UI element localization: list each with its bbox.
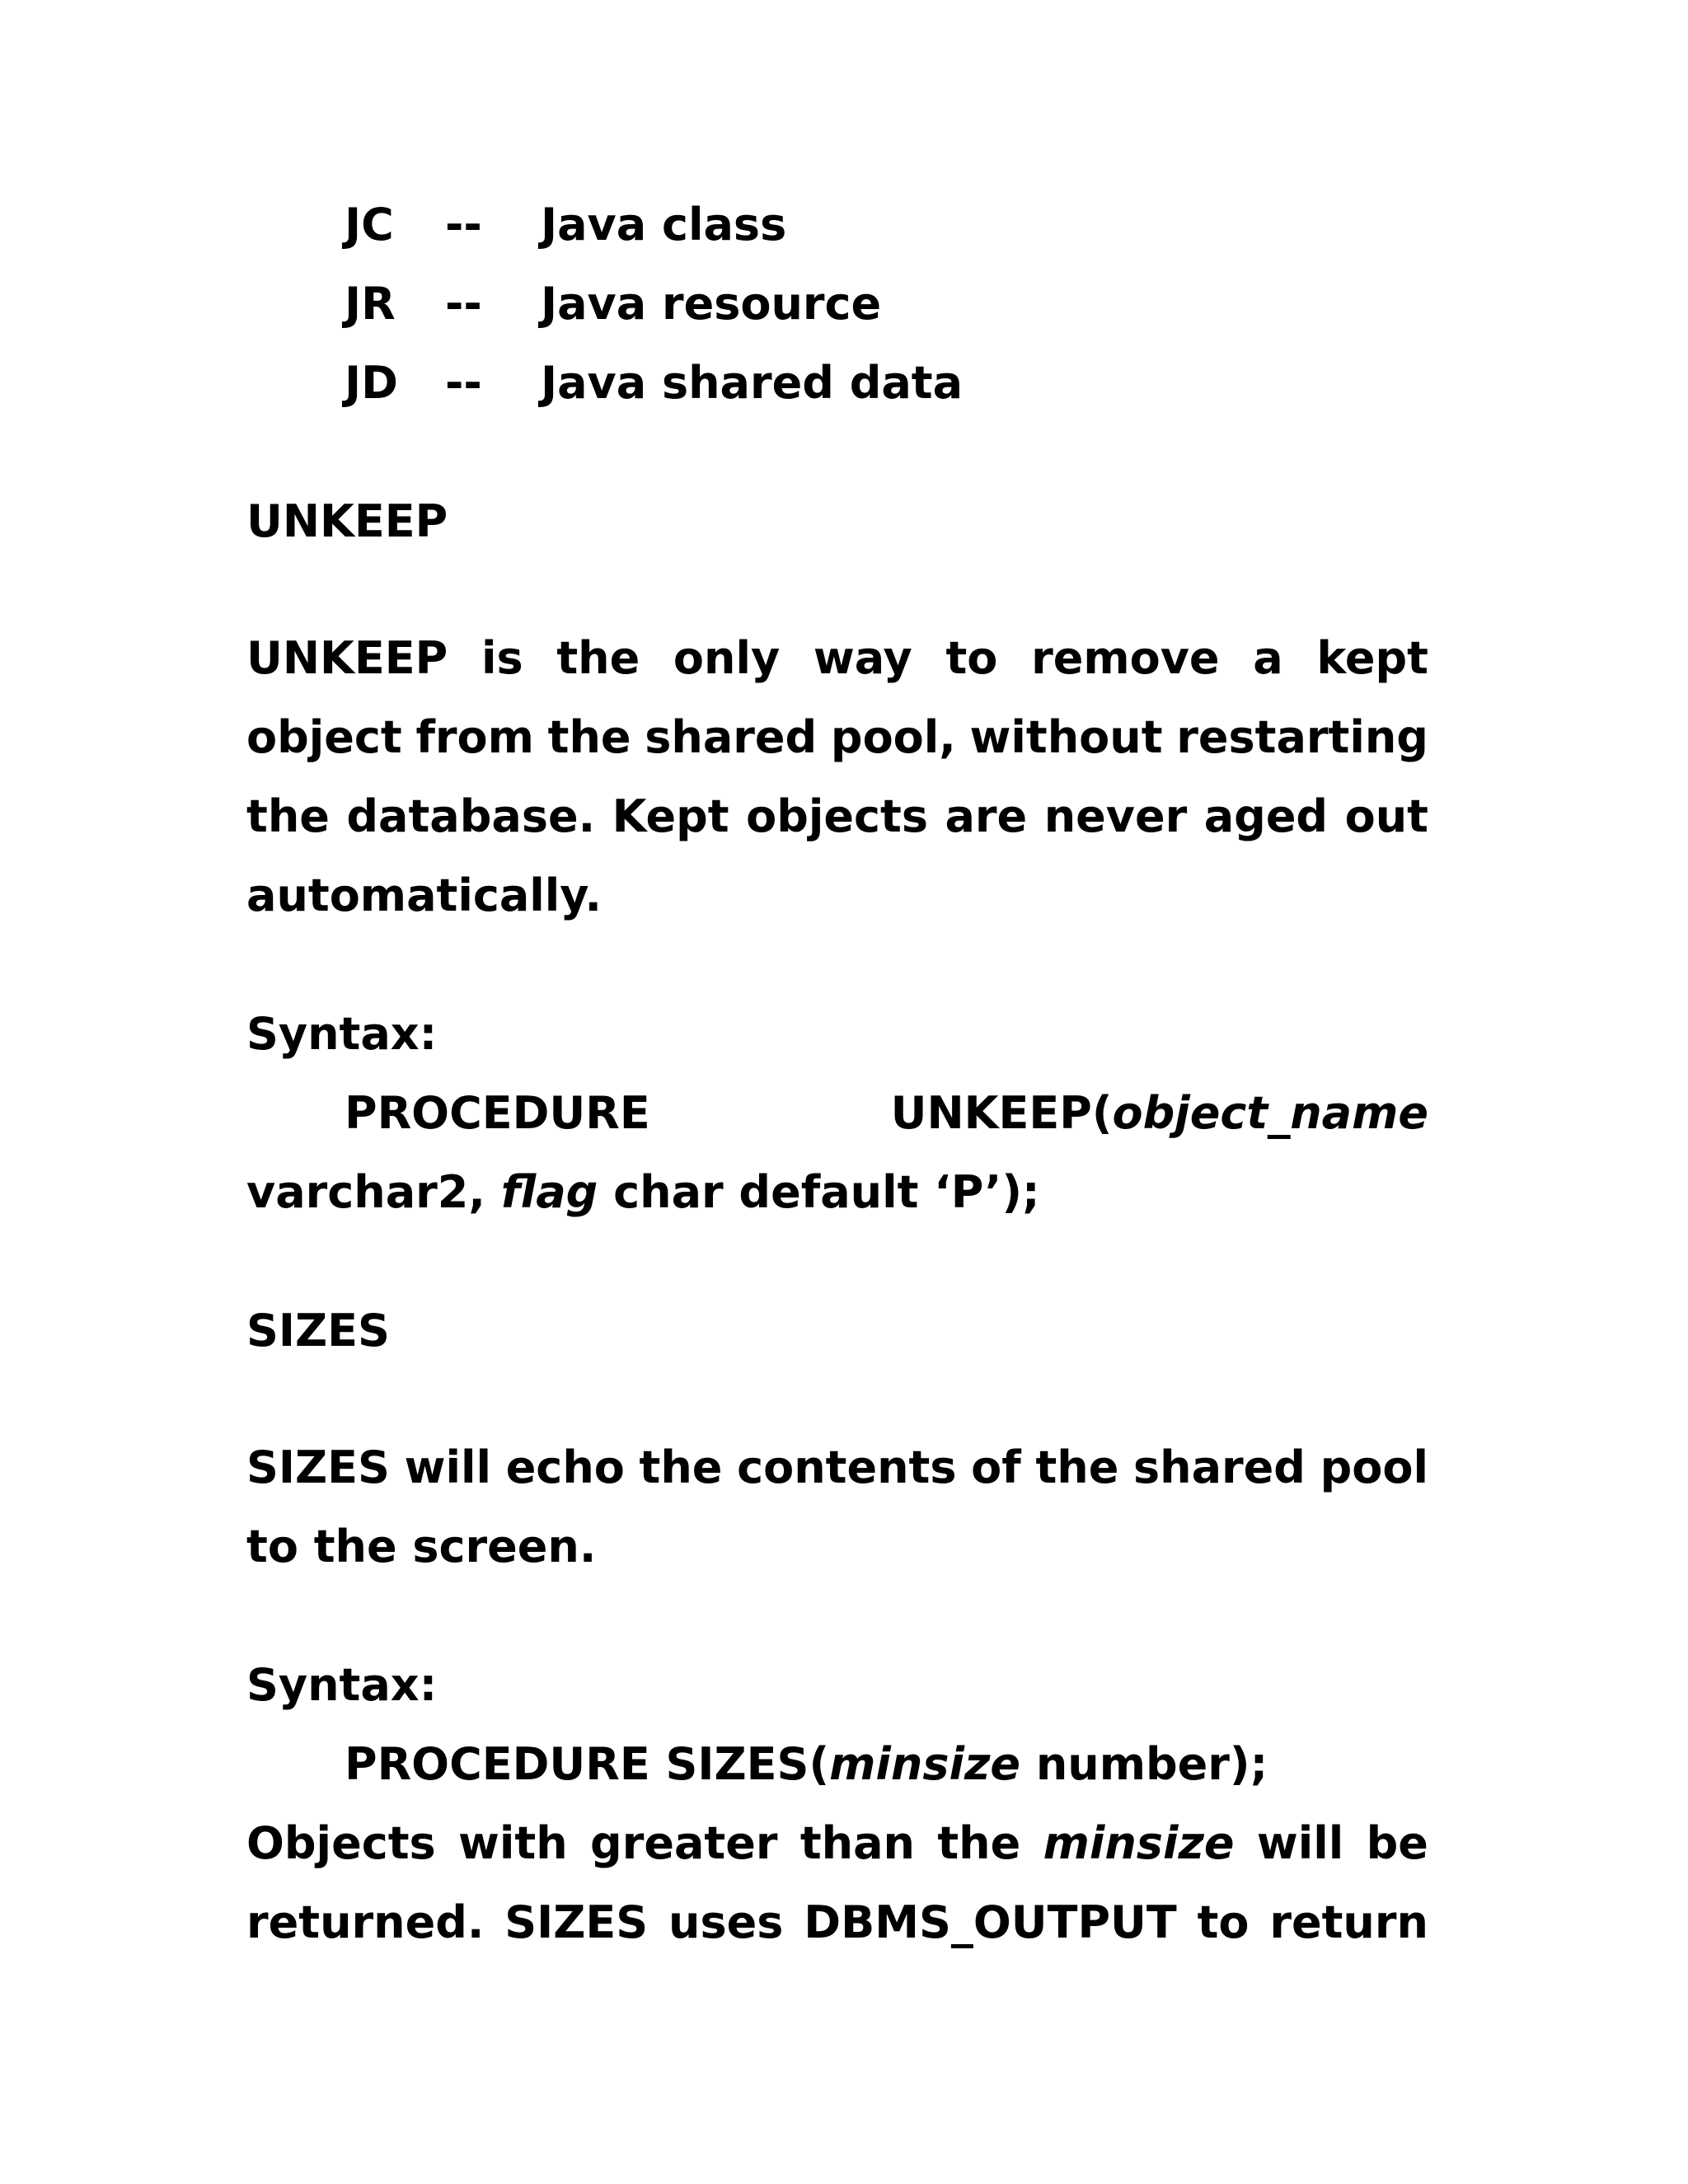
word: the <box>556 632 640 684</box>
word: the <box>246 790 330 842</box>
code-desc-jd: Java shared data <box>541 357 964 409</box>
word: SIZES <box>246 1441 390 1493</box>
code-jd: JD <box>345 357 398 409</box>
word: Objects <box>246 1817 436 1869</box>
code-jr: JR <box>345 278 396 330</box>
word: will <box>404 1441 492 1493</box>
word: kept <box>1316 632 1428 684</box>
word: to <box>945 632 998 684</box>
word: from <box>415 711 534 763</box>
unkeep-para-line-1 <box>246 632 1428 684</box>
word: DBMS_OUTPUT <box>804 1896 1177 1948</box>
word: SIZES <box>504 1896 649 1948</box>
word: the <box>937 1817 1021 1869</box>
word: the <box>1035 1441 1119 1493</box>
word: are <box>945 790 1028 842</box>
word: aged <box>1203 790 1329 842</box>
word: to <box>1197 1896 1250 1948</box>
word: be <box>1366 1817 1428 1869</box>
word: will <box>1256 1817 1344 1869</box>
unkeep-para-line-4: automatically. <box>246 869 603 921</box>
word: never <box>1043 790 1188 842</box>
word: pool <box>1320 1441 1428 1493</box>
code-dash-jd: -- <box>445 357 482 409</box>
word: return <box>1269 1896 1428 1948</box>
word: shared <box>645 711 818 763</box>
word: returned. <box>246 1896 485 1948</box>
unkeep-para-line-3 <box>246 790 1428 842</box>
unkeep-arg1-type: varchar2, <box>246 1166 485 1218</box>
sizes-proc-prefix: PROCEDURE SIZES( <box>345 1738 830 1790</box>
unkeep-heading: UNKEEP <box>246 495 448 547</box>
unkeep-arg-object-name: object_name <box>1112 1087 1428 1139</box>
unkeep-arg2-rest: char default ‘P’); <box>598 1166 1040 1218</box>
word: a <box>1253 632 1283 684</box>
word: object <box>246 711 402 763</box>
word: shared <box>1133 1441 1306 1493</box>
word: uses <box>668 1896 784 1948</box>
word: UNKEEP <box>246 632 448 684</box>
sizes-proc-signature <box>345 1738 1268 1790</box>
unkeep-syntax-label: Syntax: <box>246 1008 438 1060</box>
unkeep-para-line-2 <box>246 711 1428 763</box>
word: echo <box>505 1441 625 1493</box>
word: of <box>971 1441 1021 1493</box>
code-dash-jc: -- <box>445 199 482 251</box>
word: restarting <box>1176 711 1428 763</box>
unkeep-proc-name: UNKEEP( <box>890 1087 1113 1139</box>
code-dash-jr: -- <box>445 278 482 330</box>
unkeep-proc-keyword: PROCEDURE <box>345 1087 650 1139</box>
objects-line-2 <box>246 1896 1428 1948</box>
word: contents <box>737 1441 957 1493</box>
word: objects <box>746 790 928 842</box>
word: pool, <box>830 711 956 763</box>
word: is <box>481 632 523 684</box>
code-desc-jr: Java resource <box>541 278 882 330</box>
code-jc: JC <box>345 199 394 251</box>
sizes-para-line-2: to the screen. <box>246 1521 597 1572</box>
unkeep-arg-flag: flag <box>500 1166 598 1218</box>
word: database. <box>346 790 596 842</box>
unkeep-proc-signature <box>890 1087 1428 1139</box>
word: only <box>673 632 781 684</box>
word-minsize: minsize <box>1043 1817 1235 1869</box>
sizes-heading: SIZES <box>246 1305 390 1357</box>
word: greater <box>590 1817 778 1869</box>
word: than <box>799 1817 915 1869</box>
sizes-para-line-1 <box>246 1441 1428 1493</box>
word: remove <box>1031 632 1220 684</box>
sizes-proc-suffix: number); <box>1020 1738 1268 1790</box>
code-desc-jc: Java class <box>541 199 787 251</box>
word: Kept <box>612 790 729 842</box>
word: with <box>458 1817 568 1869</box>
word: the <box>639 1441 723 1493</box>
unkeep-proc-args-line <box>246 1166 1040 1218</box>
word: way <box>813 632 912 684</box>
word: without <box>969 711 1163 763</box>
word: the <box>547 711 631 763</box>
objects-line-1 <box>246 1817 1428 1869</box>
word: out <box>1344 790 1428 842</box>
sizes-arg-minsize: minsize <box>829 1738 1021 1790</box>
sizes-syntax-label: Syntax: <box>246 1659 438 1711</box>
